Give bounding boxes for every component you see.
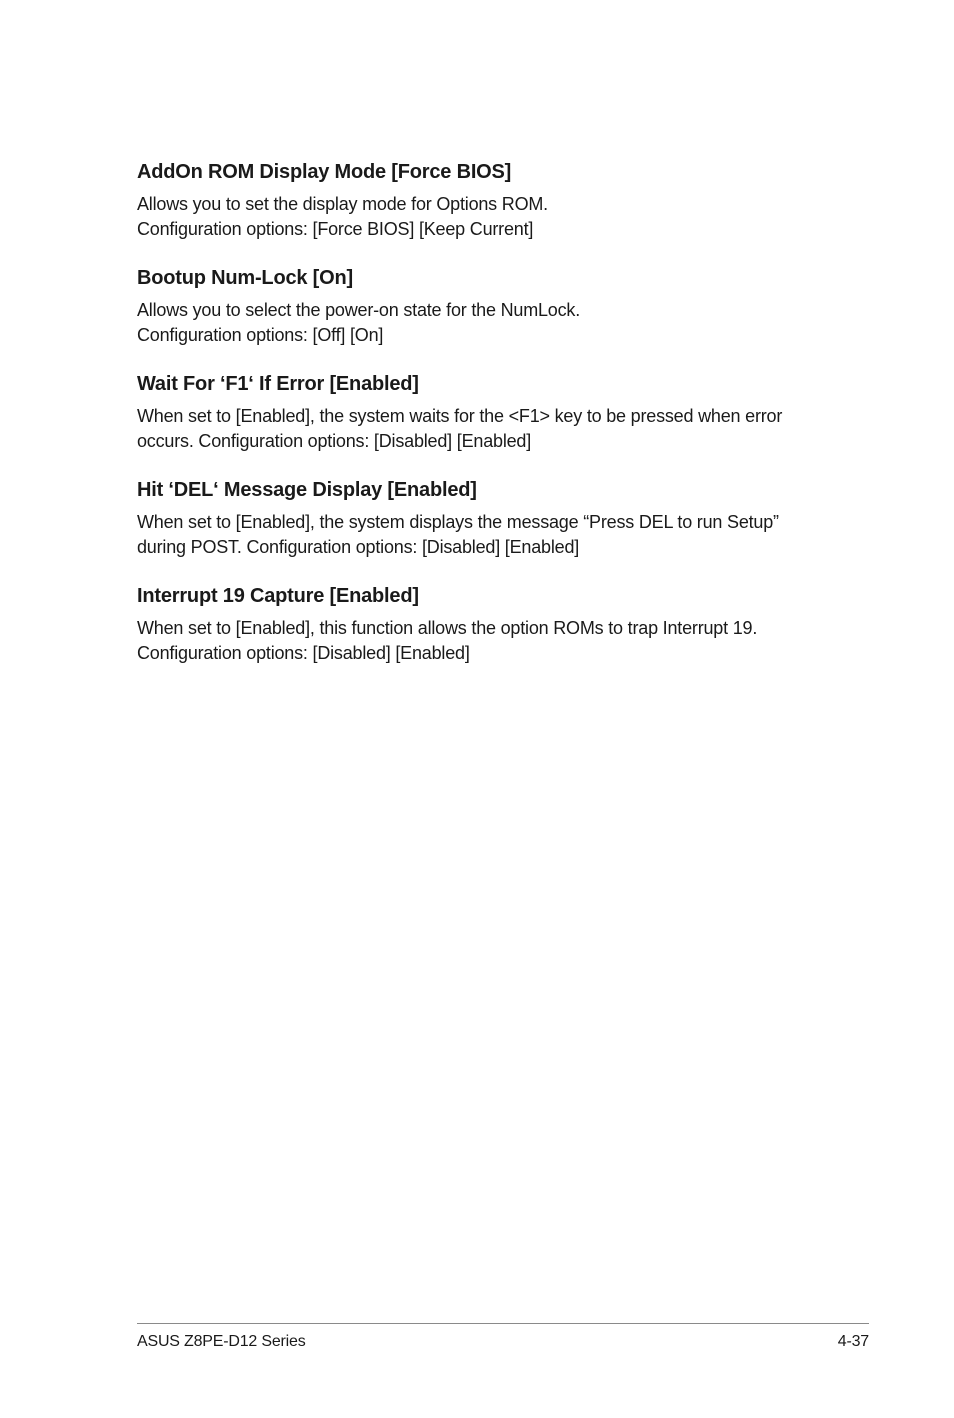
page-footer — [137, 1331, 869, 1353]
section-heading: Wait For ‘F1‘ If Error [Enabled] — [137, 373, 419, 395]
section-body — [137, 616, 857, 666]
document-content — [137, 157, 857, 687]
section-body — [137, 404, 857, 454]
body-line: occurs. Configuration options: [Disabled] [Enabled] — [137, 431, 532, 451]
section-body — [137, 192, 857, 242]
section-heading: Hit ‘DEL‘ Message Display [Enabled] — [137, 479, 477, 501]
body-line: during POST. Configuration options: [Disabled] [Enabled] — [137, 537, 580, 557]
body-line: Allows you to select the power-on state for the NumLock. — [137, 300, 581, 320]
section-heading: Interrupt 19 Capture [Enabled] — [137, 585, 419, 607]
section-heading: Bootup Num-Lock [On] — [137, 267, 353, 289]
section-hit-del-message — [137, 475, 857, 560]
section-bootup-num-lock — [137, 263, 857, 348]
body-line: Allows you to set the display mode for Options ROM. — [137, 194, 548, 214]
section-addon-rom-display-mode — [137, 157, 857, 242]
body-line: Configuration options: [Disabled] [Enabled] — [137, 643, 470, 663]
body-line: When set to [Enabled], this function allows the option ROMs to trap Interrupt 19. — [137, 618, 758, 638]
section-interrupt-19-capture — [137, 581, 857, 666]
section-body — [137, 298, 857, 348]
section-heading: AddOn ROM Display Mode [Force BIOS] — [137, 161, 512, 183]
section-wait-for-f1 — [137, 369, 857, 454]
footer-page-number: 4-37 — [837, 1333, 869, 1350]
footer-product-name: ASUS Z8PE-D12 Series — [137, 1333, 306, 1350]
body-line: When set to [Enabled], the system displays the message “Press DEL to run Setup” — [137, 512, 779, 532]
body-line: Configuration options: [Force BIOS] [Keep Current] — [137, 219, 534, 239]
footer-divider — [137, 1323, 869, 1324]
body-line: Configuration options: [Off] [On] — [137, 325, 384, 345]
section-body — [137, 510, 857, 560]
body-line: When set to [Enabled], the system waits for the <F1> key to be pressed when error — [137, 406, 783, 426]
